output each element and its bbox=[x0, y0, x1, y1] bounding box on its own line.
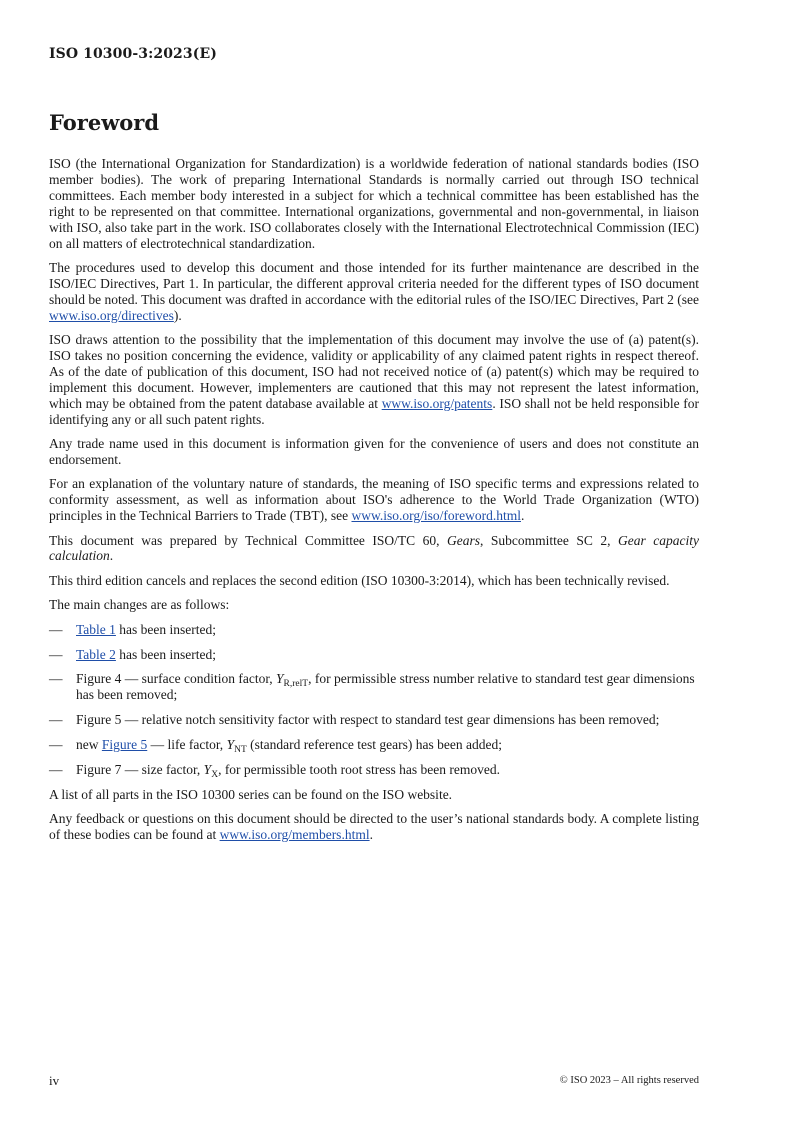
change-description: new bbox=[76, 737, 102, 753]
change-description: has been inserted; bbox=[115, 621, 217, 637]
change-item-figure4 bbox=[49, 671, 699, 703]
document-id-header: ISO 10300-3:2023(E) bbox=[49, 46, 217, 62]
change-description: Figure 4 — surface condition factor, bbox=[76, 671, 277, 687]
committee-end: . bbox=[109, 548, 114, 564]
dash-bullet: — bbox=[49, 762, 63, 778]
paragraph-iso-intro: ISO (the International Organization for Standardization) is a worldwide federation of national standards bodies (ISO member bodies). The work of preparing International Standards is normally carried out through ISO technical committees. Each member body interested in a subject for which a technical committee has been established has the right to be represented on that committee. International organizations, governmental and non-governmental, in liaison with ISO, also take part in the work. ISO collaborates closely with the International Electrotechnical Commission (IEC) on all matters of electrotechnical standardization. bbox=[49, 156, 699, 251]
dash-bullet: — bbox=[49, 712, 63, 728]
change-item-table1 bbox=[49, 622, 699, 638]
paragraph-committee bbox=[49, 533, 699, 565]
dash-bullet: — bbox=[49, 646, 63, 662]
change-text bbox=[76, 647, 699, 663]
dash-bullet: — bbox=[49, 671, 63, 687]
change-description-end: , for permissible stress number relative to standard test gear dimensions has been removed; bbox=[76, 671, 695, 703]
dash-bullet: — bbox=[49, 621, 63, 637]
foreword-body bbox=[49, 156, 699, 852]
page-number: iv bbox=[49, 1073, 60, 1088]
symbol-subscript: R,relT bbox=[283, 679, 309, 690]
change-description-end: , for permissible tooth root stress has been removed. bbox=[218, 762, 501, 778]
change-text bbox=[76, 762, 699, 781]
members-link[interactable]: www.iso.org/members.html bbox=[219, 827, 370, 843]
changes-intro: The main changes are as follows: bbox=[49, 597, 230, 613]
paragraph-trade-name: Any trade name used in this document is information given for the convenience of users and does not constitute an endorsement. bbox=[49, 436, 699, 467]
committee-middle: , Subcommittee SC 2, bbox=[480, 532, 619, 548]
paragraph-feedback-end: . bbox=[369, 827, 373, 843]
change-item-table2 bbox=[49, 647, 699, 663]
change-description-end: (standard reference test gears) has been added; bbox=[246, 737, 502, 753]
symbol-y: Y bbox=[276, 671, 284, 687]
subcommittee-name: Gear capacity calculation bbox=[49, 532, 699, 564]
figure5-link[interactable]: Figure 5 bbox=[101, 737, 148, 753]
paragraph-voluntary-end: . bbox=[520, 508, 525, 524]
change-description: has been inserted; bbox=[115, 646, 217, 662]
symbol-subscript: X bbox=[211, 770, 219, 781]
table1-link[interactable]: Table 1 bbox=[76, 621, 116, 637]
committee-text: This document was prepared by Technical Committee ISO/TC 60, bbox=[49, 532, 448, 548]
change-text bbox=[76, 622, 699, 638]
change-item-figure5-new bbox=[49, 737, 699, 756]
symbol-subscript: NT bbox=[234, 745, 247, 756]
paragraph-procedures bbox=[49, 260, 699, 324]
change-item-figure7 bbox=[49, 762, 699, 781]
paragraph-series-list: A list of all parts in the ISO 10300 series can be found on the ISO website. bbox=[49, 787, 453, 802]
foreword-link[interactable]: www.iso.org/iso/foreword.html bbox=[351, 508, 521, 524]
paragraph-patents-end: . ISO shall not be held responsible for identifying any or all such patent rights. bbox=[49, 395, 699, 427]
committee-name: Gears bbox=[447, 532, 481, 548]
paragraph-procedures-text: The procedures used to develop this document and those intended for its further maintenance are described in the ISO/IEC Directives, Part 1. In particular, the different approval criteria needed for the different types of ISO document should be noted. This document was drafted in accordance with the editorial rules of the ISO/IEC Directives, Part 2 (see bbox=[49, 259, 699, 307]
change-item-figure5-removed bbox=[49, 712, 699, 728]
paragraph-voluntary-nature bbox=[49, 476, 699, 524]
table2-link[interactable]: Table 2 bbox=[76, 646, 116, 662]
paragraph-patents bbox=[49, 332, 699, 427]
dash-bullet: — bbox=[49, 737, 63, 753]
paragraph-feedback bbox=[49, 811, 699, 843]
change-description: Figure 7 — size factor, bbox=[76, 762, 204, 778]
change-text bbox=[76, 671, 699, 703]
page-title: Foreword bbox=[49, 110, 160, 135]
change-text: Figure 5 — relative notch sensitivity factor with respect to standard test gear dimensions has been removed; bbox=[76, 712, 660, 728]
paragraph-voluntary-text: For an explanation of the voluntary nature of standards, the meaning of ISO specific terms and expressions related to conformity assessment, as well as information about ISO's adherence to the World Trade Organization (WTO) principles in the Technical Barriers to Trade (TBT), see bbox=[49, 476, 699, 524]
directives-link[interactable]: www.iso.org/directives bbox=[49, 307, 174, 323]
symbol-y: Y bbox=[203, 762, 212, 778]
patents-link[interactable]: www.iso.org/patents bbox=[381, 395, 493, 411]
paragraph-feedback-text: Any feedback or questions on this document should be directed to the user’s national standards body. A complete listing of these bodies can be found at bbox=[49, 811, 699, 843]
paragraph-patents-text: ISO draws attention to the possibility that the implementation of this document may involve the use of (a) patent(s). ISO takes no position concerning the evidence, validity or applicability of any claimed patent rights in respect thereof. As of the date of publication of this document, ISO had not received notice of (a) patent(s) which may be required to implement this document. However, implementers are cautioned that this may not represent the latest information, which may be obtained from the patent database available at bbox=[49, 332, 699, 411]
change-description-mid: — life factor, bbox=[147, 737, 227, 753]
copyright-notice: © ISO 2023 – All rights reserved bbox=[559, 1075, 699, 1086]
paragraph-edition: This third edition cancels and replaces the second edition (ISO 10300-3:2014), which has been technically revised. bbox=[49, 572, 670, 588]
symbol-y: Y bbox=[226, 737, 235, 753]
paragraph-procedures-end: ). bbox=[173, 307, 182, 323]
change-text bbox=[76, 737, 699, 756]
